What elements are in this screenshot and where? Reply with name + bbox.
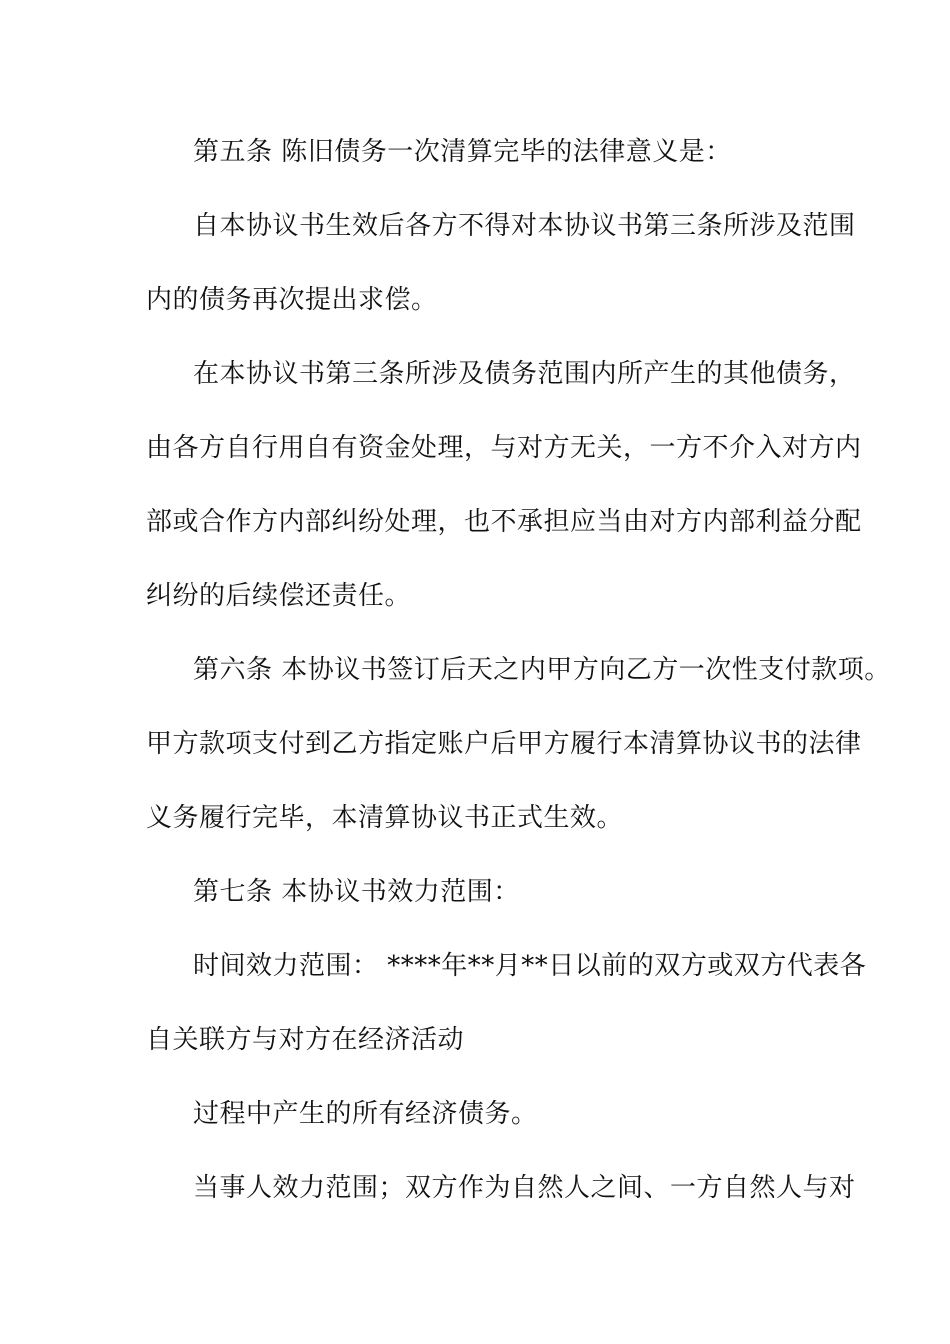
article-5-paragraph-1-line-2: 内的债务再次提出求偿。 [146, 285, 438, 315]
article-5-paragraph-1-line-1: 自本协议书生效后各方不得对本协议书第三条所涉及范围 [193, 211, 856, 241]
article-6-line-2: 甲方款项支付到乙方指定账户后甲方履行本清算协议书的法律 [146, 729, 862, 759]
time-scope-line-2: 自关联方与对方在经济活动 [146, 1025, 465, 1055]
time-scope-line-3: 过程中产生的所有经济债务。 [193, 1099, 538, 1129]
article-5-paragraph-2-line-4: 纠纷的后续偿还责任。 [146, 581, 412, 611]
article-7-heading: 第七条 本协议书效力范围： [193, 877, 520, 907]
article-6-line-1: 第六条 本协议书签订后天之内甲方向乙方一次性支付款项。 [193, 655, 891, 685]
article-5-paragraph-2-line-2: 由各方自行用自有资金处理，与对方无关，一方不介入对方内 [146, 433, 862, 463]
party-scope-line-1: 当事人效力范围；双方作为自然人之间、一方自然人与对 [193, 1173, 856, 1203]
article-6-line-3: 义务履行完毕，本清算协议书正式生效。 [146, 803, 624, 833]
article-5-paragraph-2-line-3: 部或合作方内部纠纷处理，也不承担应当由对方内部利益分配 [146, 507, 862, 537]
article-5-paragraph-2-line-1: 在本协议书第三条所涉及债务范围内所产生的其他债务， [193, 359, 856, 389]
time-scope-line-1: 时间效力范围： ****年**月**日以前的双方或双方代表各 [193, 951, 867, 981]
article-5-heading: 第五条 陈旧债务一次清算完毕的法律意义是： [193, 137, 732, 167]
